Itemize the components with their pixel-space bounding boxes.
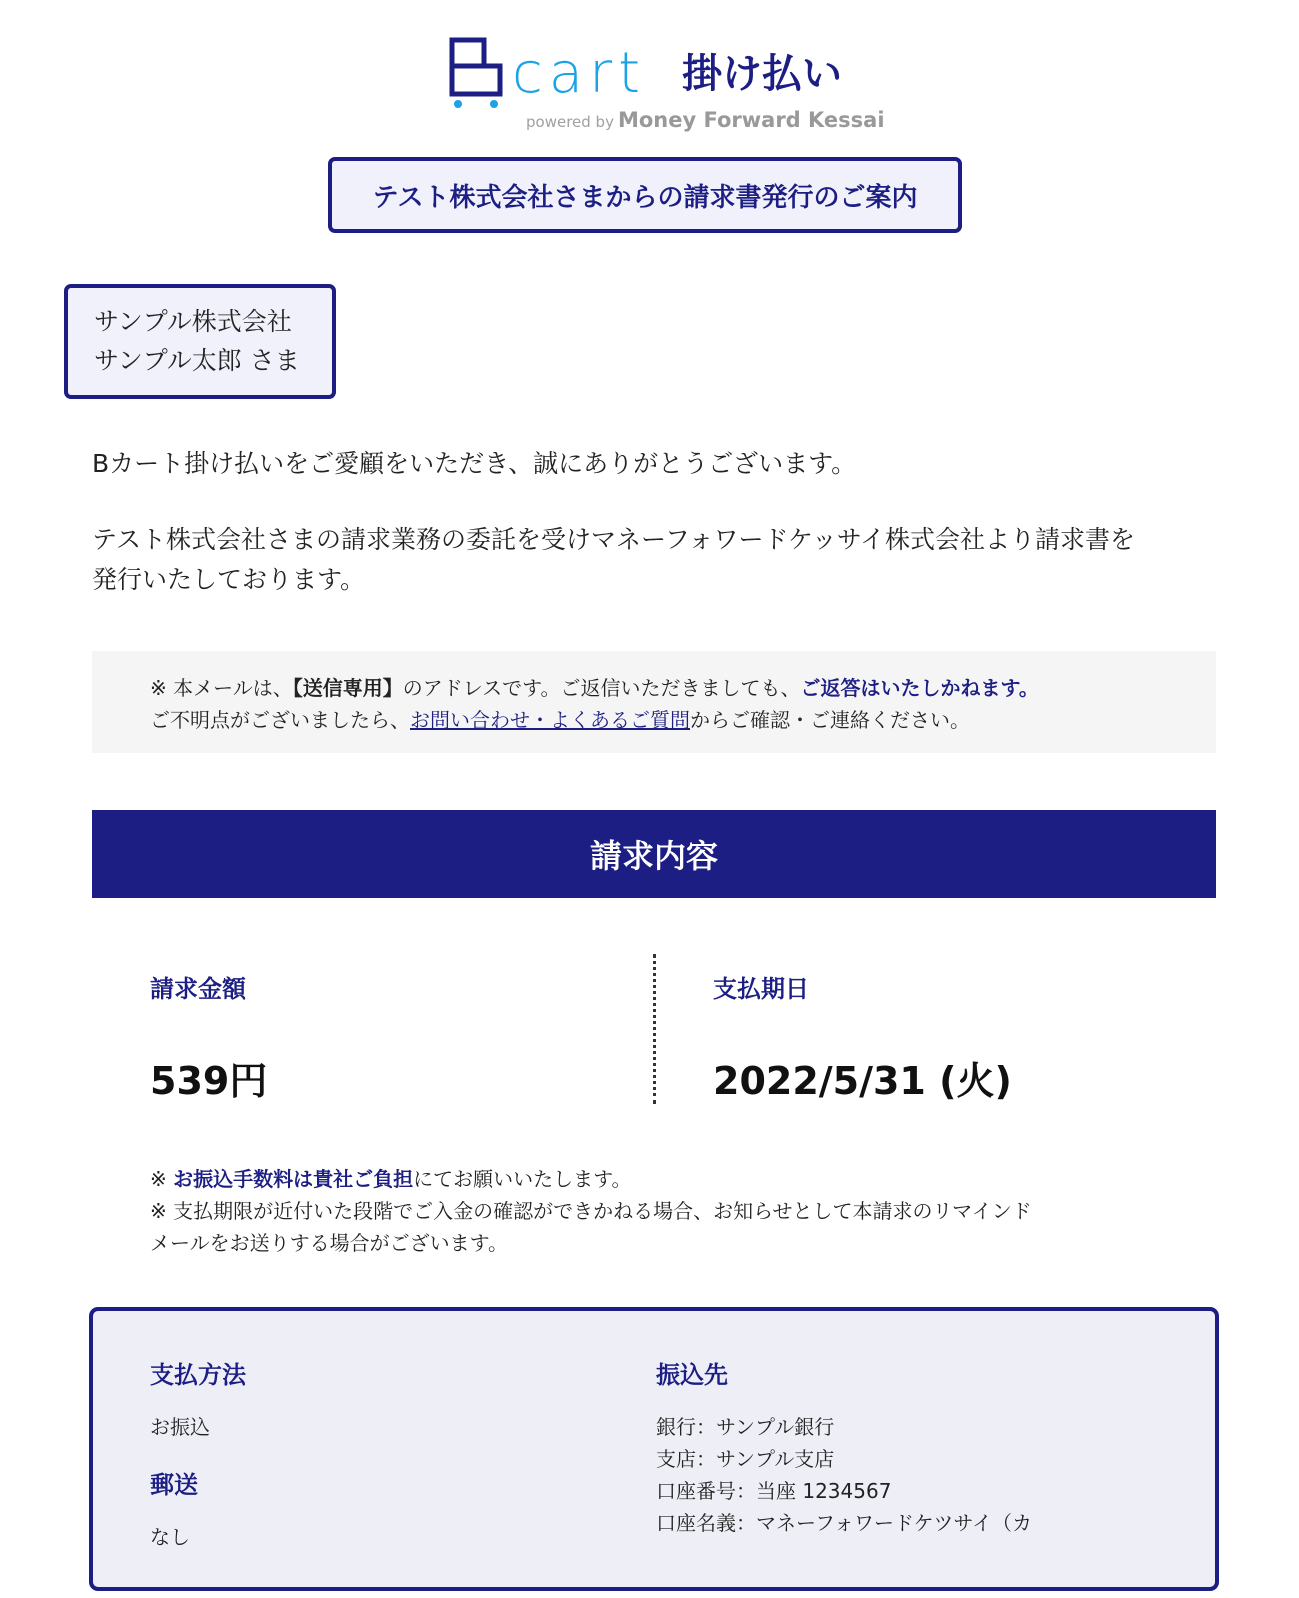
amount-label: 請求金額 xyxy=(150,975,246,1003)
column-divider xyxy=(653,954,656,1104)
payment-details-box xyxy=(89,1307,1219,1591)
logo-jp-text: 掛け払い xyxy=(682,51,842,97)
invoice-banner: 請求内容 xyxy=(92,810,1216,898)
account-name: 口座名義：マネーフォワードケツサイ（カ xyxy=(656,1511,1032,1535)
notice-line-2: ご不明点がございましたら、お問い合わせ・よくあるご質問からご確認・ご連絡ください。 xyxy=(150,708,970,732)
intro-line-1: Bカート掛け払いをご愛顧をいただき、誠にありがとうございます。 xyxy=(92,449,857,478)
recipient-person: サンプル太郎 さま xyxy=(94,346,300,375)
branch-name: 支店：サンプル支店 xyxy=(656,1447,835,1471)
bcart-logo xyxy=(448,36,885,136)
recipient-company: サンプル株式会社 xyxy=(94,307,292,336)
powered-by: powered by Money Forward Kessai xyxy=(526,108,885,132)
bank-name: 銀行：サンプル銀行 xyxy=(656,1415,835,1439)
note-line-2: ※ 支払期限が近付いた段階でご入金の確認ができかねる場合、お知らせとして本請求のリマインド xyxy=(150,1199,1032,1223)
account-number: 口座番号：当座 1234567 xyxy=(656,1479,892,1503)
mail-value: なし xyxy=(150,1525,190,1549)
notice-line-1: ※ 本メールは、【送信専用】のアドレスです。ご返信いただきましても、ご返答はいたしかねます。 xyxy=(150,676,1039,700)
recipient-box xyxy=(64,284,336,399)
transfer-label: 振込先 xyxy=(656,1361,728,1389)
due-value: 2022/5/31 (火) xyxy=(713,1059,1012,1103)
contact-faq-link[interactable]: お問い合わせ・よくあるご質問 xyxy=(410,708,690,732)
intro-line-2: テスト株式会社さまの請求業務の委託を受けマネーフォワードケッサイ株式会社より請求書を xyxy=(92,525,1136,554)
note-line-3: メールをお送りする場合がございます。 xyxy=(150,1231,508,1255)
payment-method-value: お振込 xyxy=(150,1415,210,1439)
page-title: テスト株式会社さまからの請求書発行のご案内 xyxy=(328,157,962,233)
note-line-1: ※ お振込手数料は貴社ご負担にてお願いいたします。 xyxy=(150,1167,632,1191)
payment-method-label: 支払方法 xyxy=(150,1361,246,1389)
logo-cart-text: cart xyxy=(512,41,647,106)
bcart-b-icon xyxy=(448,36,508,112)
amount-value: 539円 xyxy=(150,1059,268,1103)
due-label: 支払期日 xyxy=(713,975,809,1003)
fee-notes xyxy=(150,1163,1032,1259)
mail-label: 郵送 xyxy=(150,1471,198,1499)
intro-line-3: 発行いたしております。 xyxy=(92,565,366,594)
notice-box xyxy=(92,651,1216,753)
